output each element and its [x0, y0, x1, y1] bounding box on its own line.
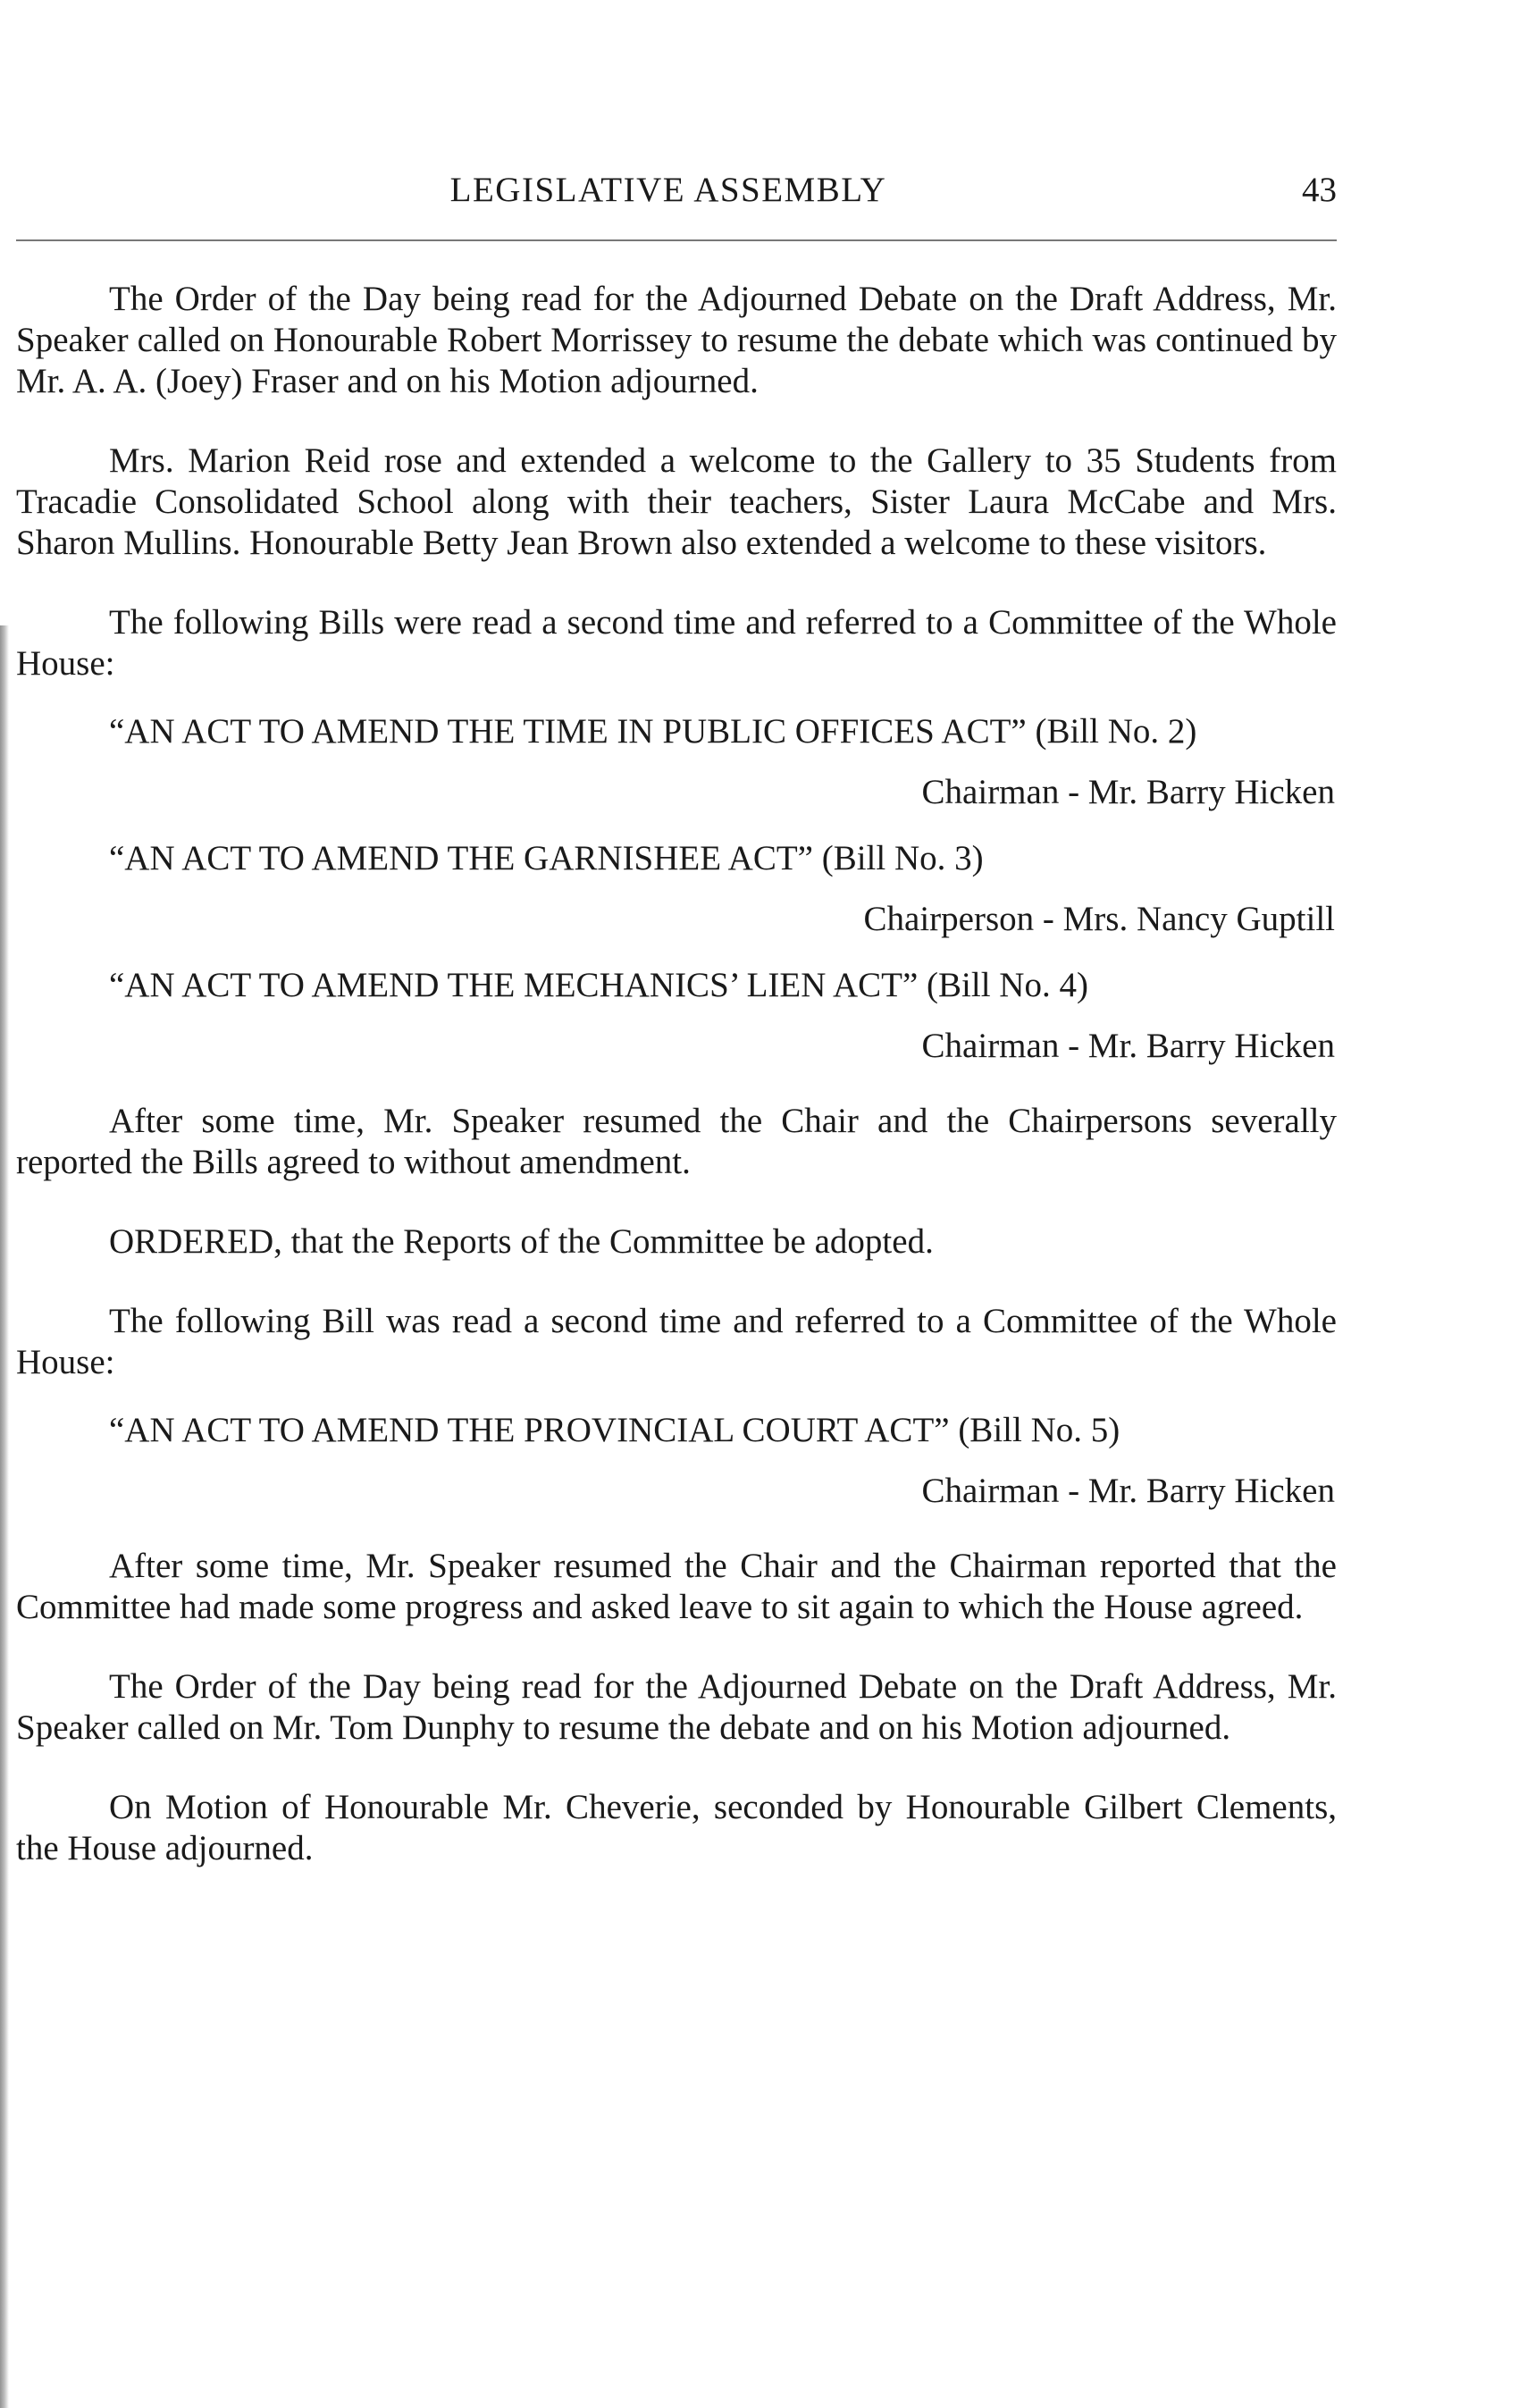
running-header — [16, 166, 1337, 216]
paragraph-adjourned-debate-2: The Order of the Day being read for the Adjourned Debate on the Draft Address, Mr. Speaker called on Mr. Tom Dunphy to resume the debate and on his Motion adjourned. — [16, 1667, 1337, 1747]
paragraph-ordered: ORDERED, that the Reports of the Committee be adopted. — [109, 1222, 934, 1261]
bill-title: “AN ACT TO AMEND THE PROVINCIAL COURT ACT” (Bill No. 5) — [109, 1411, 1120, 1449]
bill-entry — [16, 1410, 1337, 1512]
bill-entry — [16, 838, 1337, 940]
binding-shadow — [0, 625, 9, 2408]
bill-title: “AN ACT TO AMEND THE GARNISHEE ACT” (Bill No. 3) — [109, 839, 984, 877]
bill-chair: Chairman - Mr. Barry Hicken — [921, 1027, 1335, 1065]
paragraph-bill-referred: The following Bill was read a second time and referred to a Committee of the Whole House: — [16, 1302, 1337, 1381]
bill-title: “AN ACT TO AMEND THE TIME IN PUBLIC OFFICES ACT” (Bill No. 2) — [109, 712, 1197, 751]
paragraph-bills-referred: The following Bills were read a second time and referred to a Committee of the Whole House: — [16, 603, 1337, 683]
page-number: 43 — [1302, 171, 1337, 209]
paragraph-house-adjourned: On Motion of Honourable Mr. Cheverie, seconded by Honourable Gilbert Clements, the House adjourned. — [16, 1788, 1337, 1867]
bill-chair: Chairman - Mr. Barry Hicken — [921, 773, 1335, 811]
paragraph-welcome: Mrs. Marion Reid rose and extended a welcome to the Gallery to 35 Students from Tracadie Consolidated School along with their teachers, Sister Laura McCabe and Mrs. Sharon Mullins. Honourable Betty Jean Brown also extended a welcome to these visitors. — [16, 441, 1337, 562]
bill-entry — [16, 711, 1337, 813]
paragraph-chair-resumed: After some time, Mr. Speaker resumed the Chair and the Chairpersons severally reported the Bills agreed to without amendment. — [16, 1102, 1337, 1181]
bill-chair: Chairperson - Mrs. Nancy Guptill — [863, 900, 1335, 938]
bill-entry — [16, 965, 1337, 1067]
bill-chair: Chairman - Mr. Barry Hicken — [921, 1472, 1335, 1510]
paragraph-progress: After some time, Mr. Speaker resumed the Chair and the Chairman reported that the Committee had made some progress and asked leave to sit again to which the House agreed. — [16, 1547, 1337, 1626]
paragraph-adjourned-debate: The Order of the Day being read for the Adjourned Debate on the Draft Address, Mr. Speaker called on Honourable Robert Morrissey to resume the debate which was continued by Mr. A. A. (Joey) Fraser and on his Motion adjourned. — [16, 280, 1337, 400]
running-title: LEGISLATIVE ASSEMBLY — [449, 171, 887, 209]
header-rule — [16, 239, 1337, 241]
bill-title: “AN ACT TO AMEND THE MECHANICS’ LIEN ACT” (Bill No. 4) — [109, 966, 1088, 1004]
document-body — [16, 279, 1337, 1908]
